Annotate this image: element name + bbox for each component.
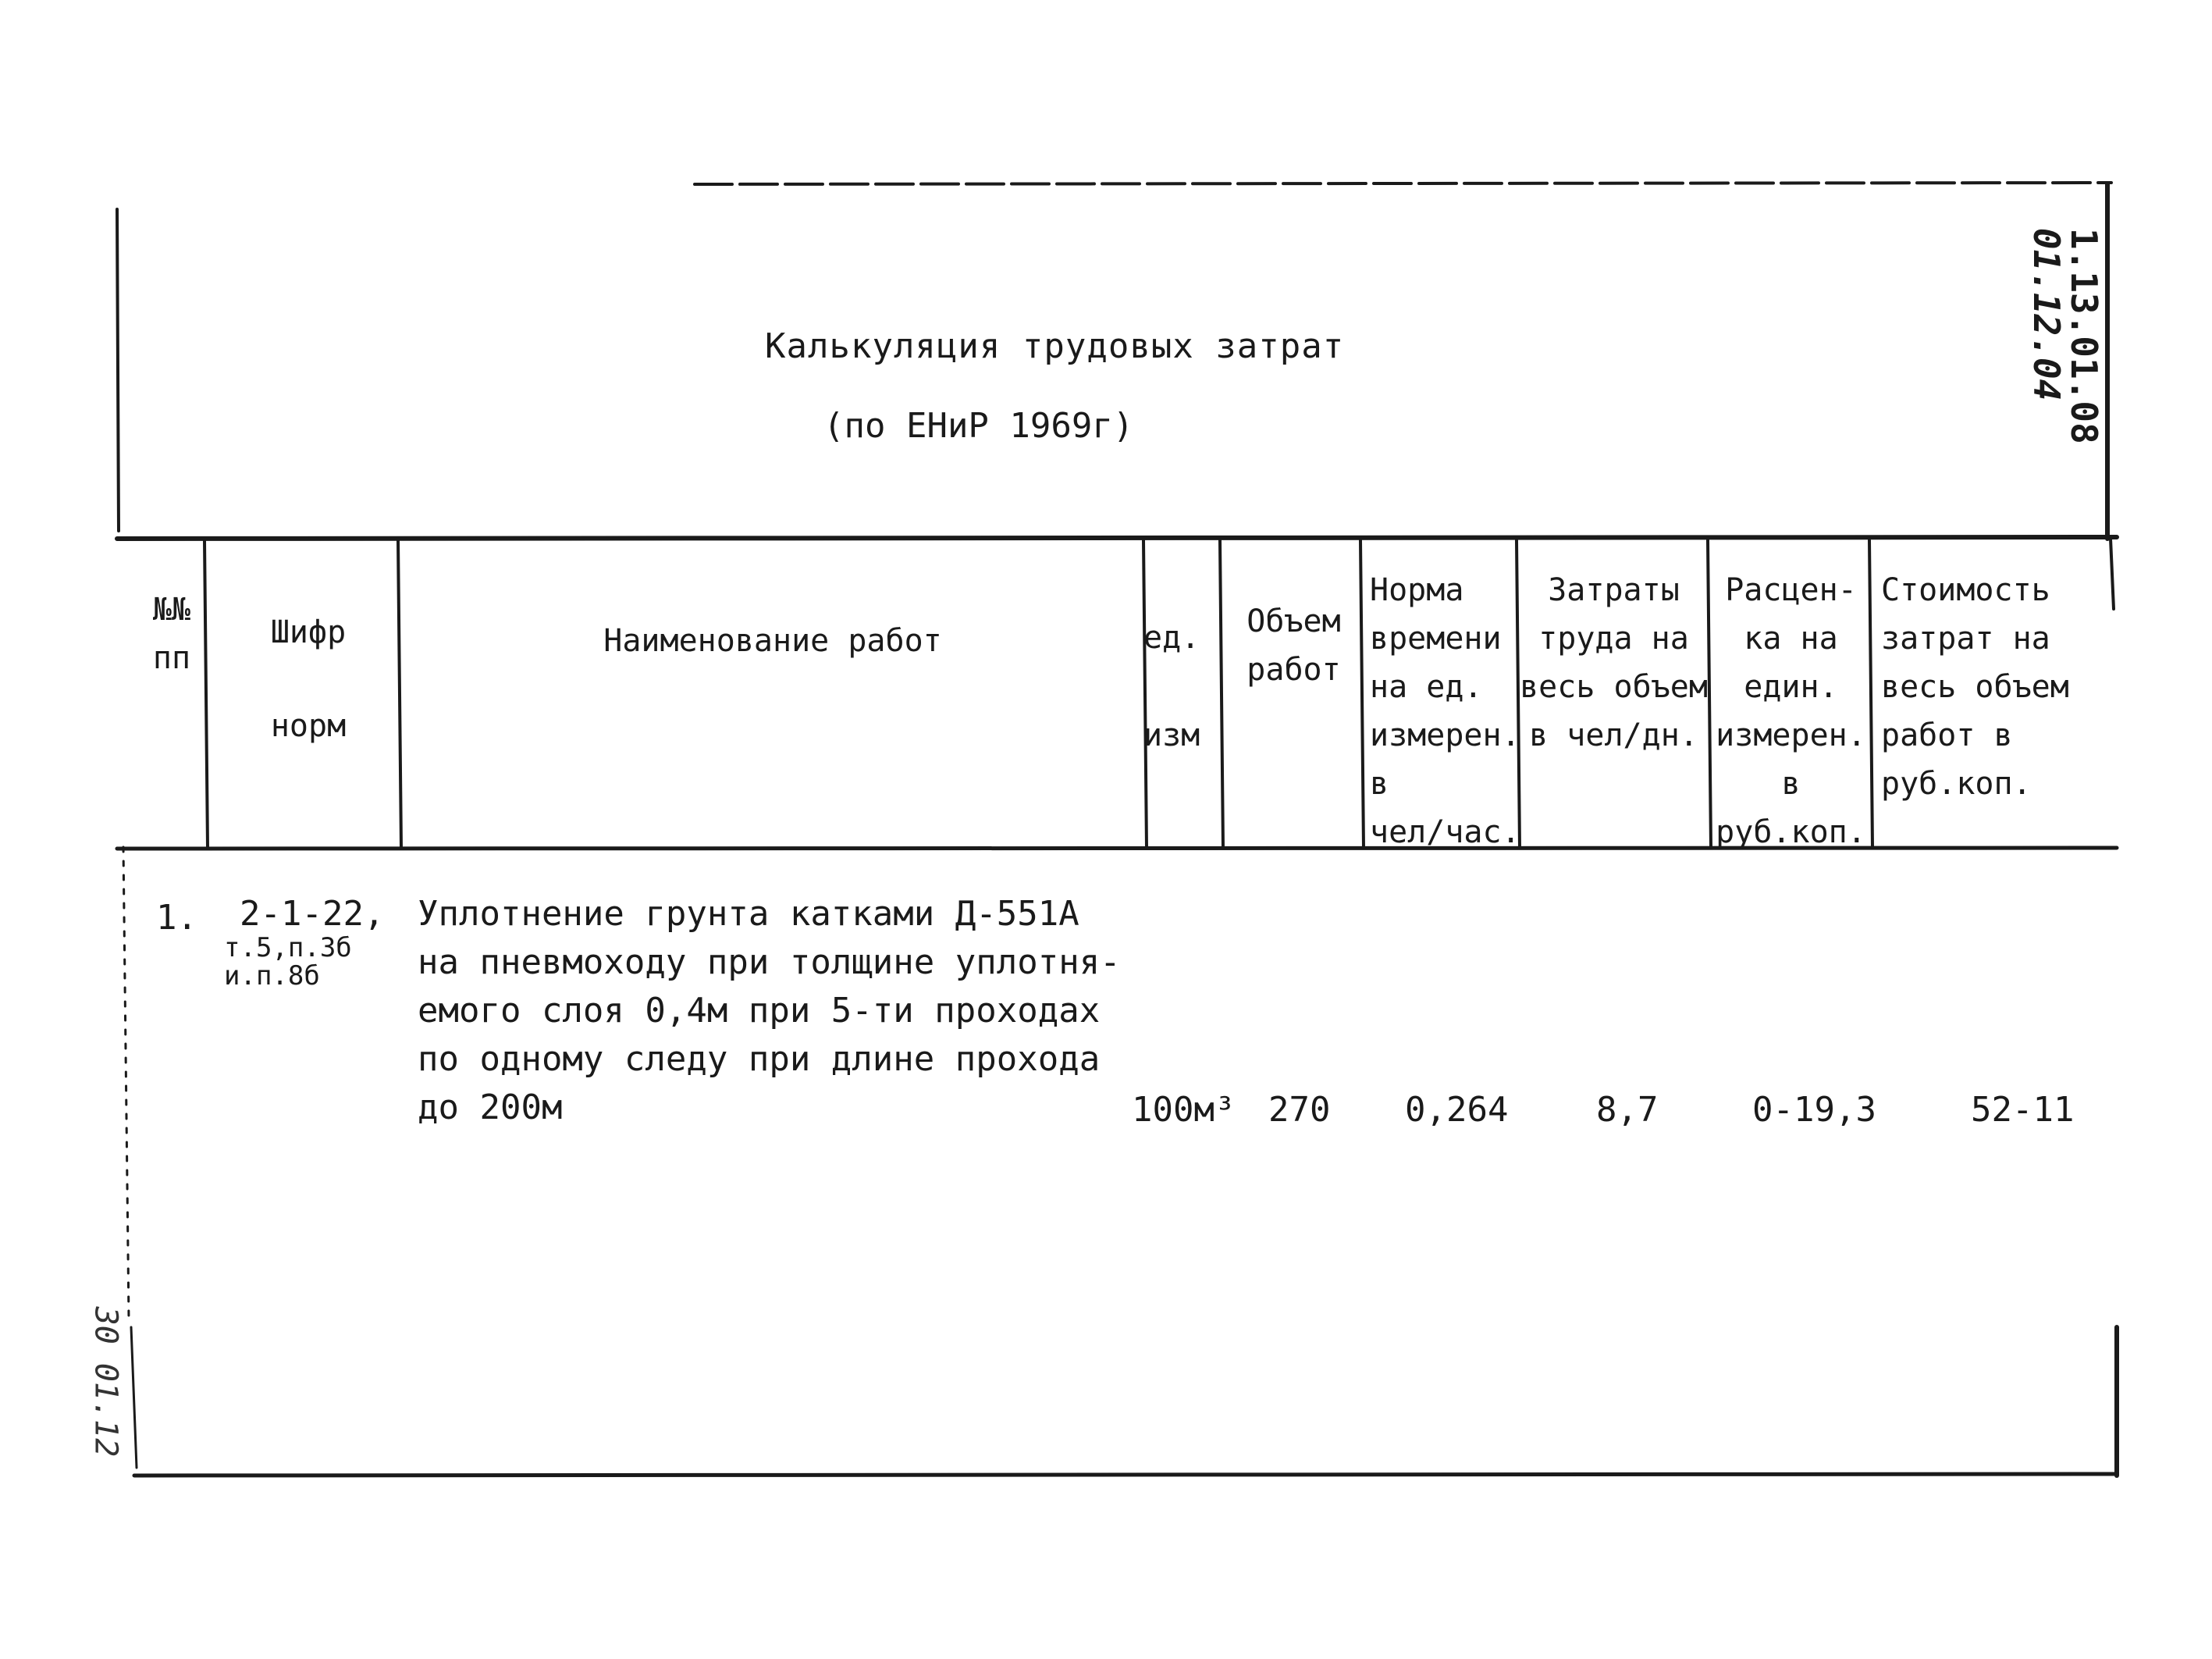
header-unit: ед. изм — [1143, 620, 1200, 753]
header-labor: Затраты труда на весь объем в чел/дн. — [1520, 572, 1708, 753]
document-code — [2010, 219, 2119, 453]
row-1-num: 1. — [156, 898, 197, 938]
row-1-code — [220, 894, 400, 990]
header-volume: Объем работ — [1246, 603, 1341, 688]
header-cost: Стоимость затрат на весь объем работ в руб.коп. — [1881, 572, 2069, 802]
row-1-labor: 8,7 — [1596, 1090, 1659, 1130]
row-1-rate: 0-19,3 — [1752, 1090, 1876, 1130]
header-num: №№ пп — [152, 592, 191, 676]
header-norm: Норма времени на ед. измерен. в чел/час. — [1370, 572, 1520, 850]
row-1-volume: 270 — [1268, 1090, 1331, 1130]
row-1-code-line: и.п.8б — [224, 960, 320, 991]
row-1-name: Уплотнение грунта катками Д-551А на пневмоходу при толщине уплотня- емого слоя 0,4м при 5-ти проходах по одному следу при длине прохода до 200м — [418, 894, 1121, 1127]
row-1-unit: 100м³ — [1132, 1090, 1236, 1130]
margin-note-text: 30 01.12 — [87, 1306, 123, 1458]
margin-note — [70, 1265, 140, 1499]
row-1-cost: 52-11 — [1971, 1090, 2075, 1130]
row-1-norm: 0,264 — [1405, 1090, 1509, 1130]
header-rate: Расцен- ка на един. измерен. в руб.коп. — [1716, 572, 1866, 850]
header-name: Наименование работ — [603, 623, 942, 659]
document-subtitle: (по ЕНиР 1969г) — [823, 406, 1134, 446]
header-code: Шифр норм — [270, 614, 347, 744]
document-title: Калькуляция трудовых затрат — [765, 326, 1345, 366]
row-1-code-line: т.5,п.3б — [224, 932, 352, 963]
document-code-line: 1.13.01.08 — [2062, 227, 2105, 444]
document-code-line-handwritten: 01.12.04 — [2025, 227, 2068, 401]
row-1-code-line: 2-1-22, — [240, 894, 385, 934]
